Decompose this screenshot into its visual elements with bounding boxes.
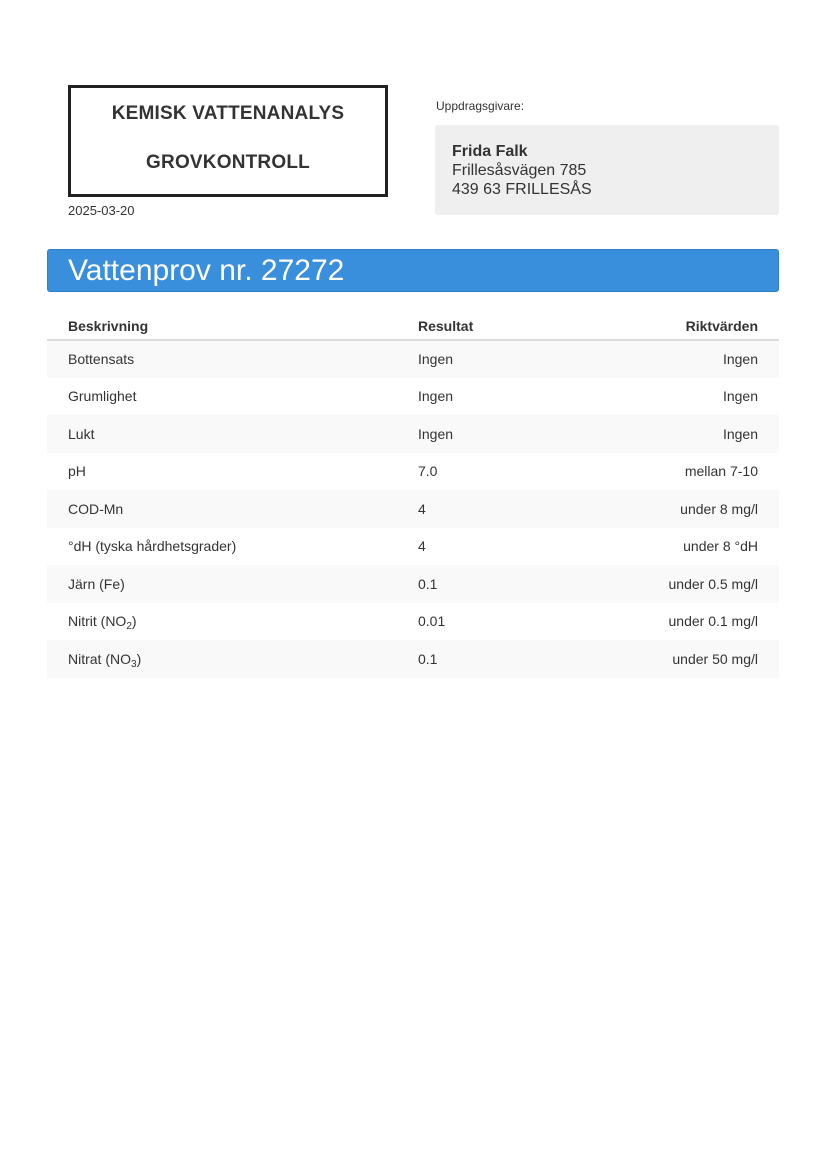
- report-date: 2025-03-20: [68, 203, 135, 218]
- row-reference: Ingen: [598, 340, 779, 378]
- description-subscript: 2: [126, 621, 132, 633]
- client-address-box: [435, 125, 779, 215]
- client-city: 439 63 FRILLESÅS: [452, 181, 592, 198]
- report-title: KEMISK VATTENANALYS: [111, 103, 345, 124]
- row-result: Ingen: [418, 415, 598, 453]
- client-label: Uppdragsgivare:: [436, 99, 525, 113]
- sample-title: Vattenprov nr. 27272: [68, 253, 345, 287]
- report-subtitle: GROVKONTROLL: [146, 152, 310, 173]
- row-description: [47, 640, 418, 678]
- row-reference: Ingen: [598, 415, 779, 453]
- row-result: Ingen: [418, 378, 598, 416]
- table-header-row: [47, 312, 779, 340]
- row-reference: under 0.5 mg/l: [598, 565, 779, 603]
- description-prefix: Nitrat (NO: [68, 650, 131, 667]
- table-row: [47, 528, 779, 566]
- row-result: Ingen: [418, 340, 598, 378]
- row-description: [47, 603, 418, 641]
- table-row: [47, 490, 779, 528]
- row-result: 4: [418, 490, 598, 528]
- row-description: pH: [47, 453, 418, 491]
- row-description: Lukt: [47, 415, 418, 453]
- row-result: 0.1: [418, 640, 598, 678]
- description-suffix: ): [131, 613, 137, 630]
- description-suffix: ): [136, 650, 142, 667]
- table-row: [47, 640, 779, 678]
- table-row: [47, 453, 779, 491]
- row-reference: under 8 mg/l: [598, 490, 779, 528]
- table-row: [47, 340, 779, 378]
- row-result: 0.1: [418, 565, 598, 603]
- row-reference: under 8 °dH: [598, 528, 779, 566]
- row-description: Bottensats: [47, 340, 418, 378]
- row-result: 0.01: [418, 603, 598, 641]
- table-row: [47, 378, 779, 416]
- report-title-box: [68, 85, 388, 197]
- row-description: COD-Mn: [47, 490, 418, 528]
- row-reference: under 50 mg/l: [598, 640, 779, 678]
- client-street: Frillesåsvägen 785: [452, 162, 587, 179]
- table-row: [47, 603, 779, 641]
- header-description: Beskrivning: [47, 312, 418, 340]
- row-description: °dH (tyska hårdhetsgrader): [47, 528, 418, 566]
- row-result: 4: [418, 528, 598, 566]
- row-result: 7.0: [418, 453, 598, 491]
- results-table: [47, 312, 779, 678]
- row-description: Järn (Fe): [47, 565, 418, 603]
- row-description: Grumlighet: [47, 378, 418, 416]
- description-subscript: 3: [131, 658, 137, 670]
- row-reference: mellan 7-10: [598, 453, 779, 491]
- header-reference: Riktvärden: [598, 312, 779, 340]
- row-reference: Ingen: [598, 378, 779, 416]
- table-row: [47, 415, 779, 453]
- description-prefix: Nitrit (NO: [68, 613, 127, 630]
- row-reference: under 0.1 mg/l: [598, 603, 779, 641]
- client-name: Frida Falk: [452, 143, 528, 160]
- header-result: Resultat: [418, 312, 598, 340]
- sample-header-bar: [47, 249, 779, 292]
- table-row: [47, 565, 779, 603]
